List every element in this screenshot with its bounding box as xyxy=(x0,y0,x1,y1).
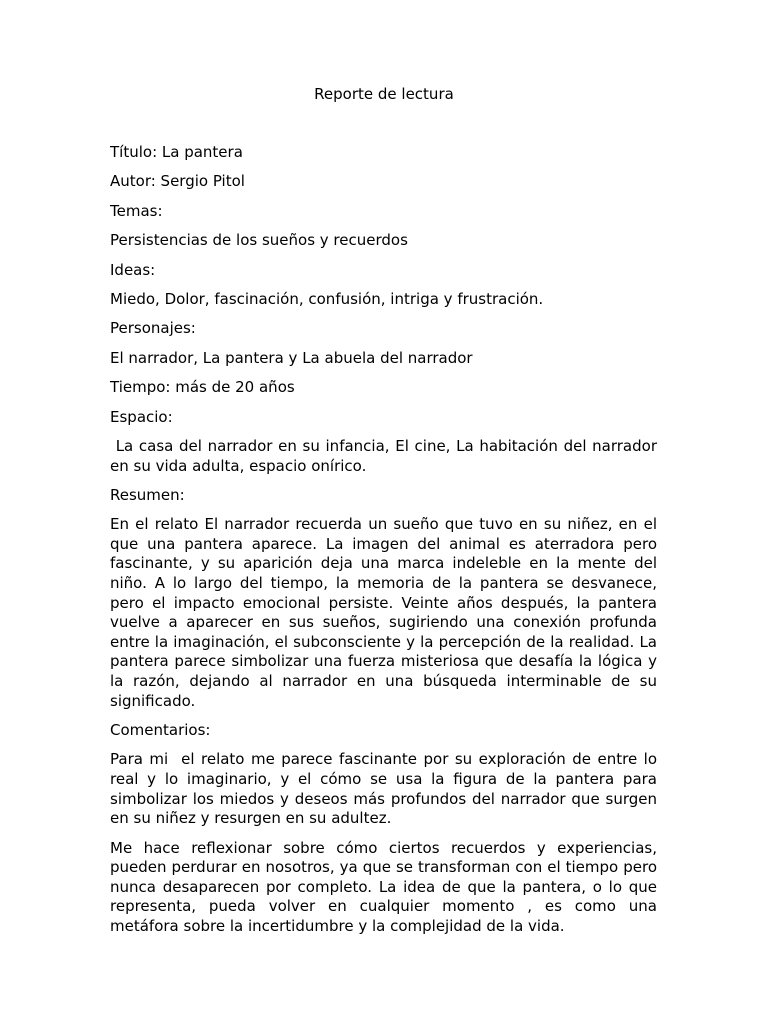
comments-label: Comentarios: xyxy=(110,721,211,740)
summary-label: Resumen: xyxy=(110,485,185,504)
characters-text: El narrador, La pantera y La abuela del narrador xyxy=(110,348,473,367)
space-label: Espacio: xyxy=(110,407,173,426)
characters-label: Personajes: xyxy=(110,319,196,338)
document-body xyxy=(110,143,662,946)
space-text: La casa del narrador en su infancia, El cine, La habitación del narrador en su vida adulta, espacio onírico. xyxy=(110,436,662,475)
comment-paragraph-1: Para mi el relato me parece fascinante por su exploración de entre lo real y lo imaginario, y el cómo se usa la figura de la pantera para simbolizar los miedos y deseos más profundos del narrador que surgen en su niñez y resurgen en su adultez. xyxy=(110,750,662,828)
summary-text: En el relato El narrador recuerda un sueño que tuvo en su niñez, en el que una pantera aparece. La imagen del animal es aterradora pero fascinante, y su aparición deja una marca indeleble en la mente del niño. A lo largo del tiempo, la memoria de la pantera se desvanece, pero el impacto emocional persiste. Veinte años después, la pantera vuelve a aparecer en sus sueños, sugiriendo una conexión profunda entre la imaginación, el subconsciente y la percepción de la realidad. La pantera parece simbolizar una fuerza misteriosa que desafía la lógica y la razón, dejando al narrador en una búsqueda interminable de su significado. xyxy=(110,515,657,710)
time-line: Tiempo: más de 20 años xyxy=(110,378,295,397)
themes-label: Temas: xyxy=(110,201,163,220)
themes-text: Persistencias de los sueños y recuerdos xyxy=(110,231,408,250)
ideas-label: Ideas: xyxy=(110,260,156,279)
comment-paragraph-2: Me hace reflexionar sobre cómo ciertos recuerdos y experiencias, pueden perdurar en nosotros, ya que se transforman con el tiempo pero nunca desaparecen por completo. La idea de que la pantera, o lo que representa, pueda volver en cualquier momento , es como una metáfora sobre la incertidumbre y la complejidad de la vida. xyxy=(110,838,657,935)
title-line: Título: La pantera xyxy=(110,143,243,161)
ideas-text: Miedo, Dolor, fascinación, confusión, intriga y frustración. xyxy=(110,289,544,308)
document-title: Reporte de lectura xyxy=(314,85,454,103)
author-line: Autor: Sergio Pitol xyxy=(110,172,245,191)
